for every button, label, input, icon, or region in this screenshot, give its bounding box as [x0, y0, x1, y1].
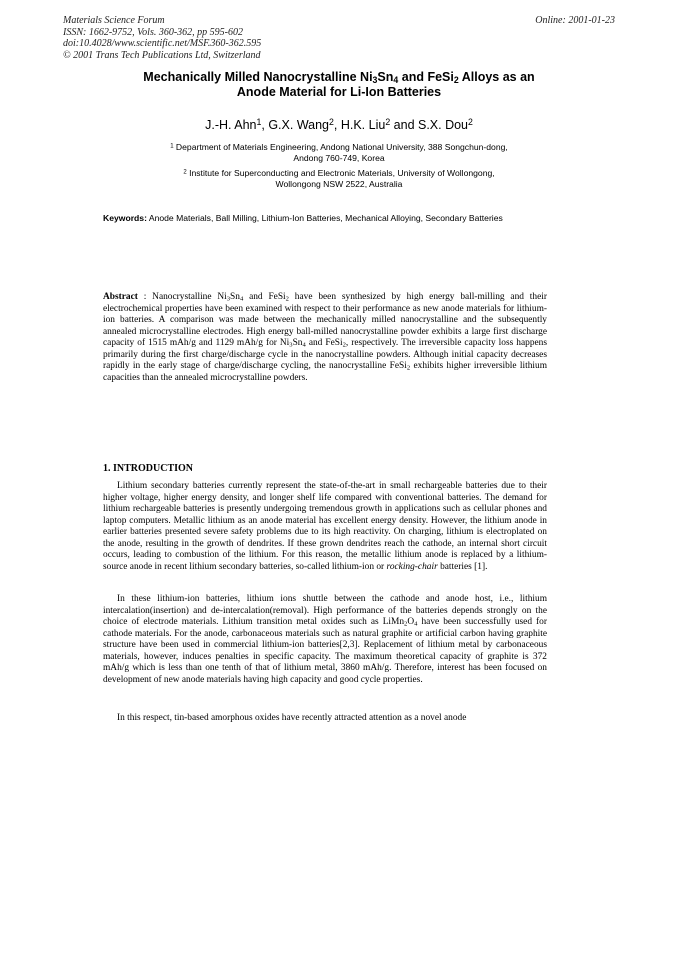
doi-line: doi:10.4028/www.scientific.net/MSF.360-362.595 [63, 38, 262, 49]
author-list: J.-H. Ahn$^1$, G.X. Wang$^2$, H.K. Liu$^2$ and S.X. Dou$^2$ [205, 117, 473, 132]
journal-name: Materials Science Forum [63, 15, 165, 26]
abstract: Abstract : Nanocrystalline $Ni_3Sn_4$ and FeSi$_2$ have been synthesized by high energy ball-milling and their electrochemical properties have been examined with respect to their performance as new anode materials for lithium-ion batteries. A comparison was made between the mechanically milled nanocrystalline and the subsequently annealed microcrystalline electrodes. High energy ball-milled nanocrystalline powder exhibits a large first discharge capacity of 1515 mAh/g and 1129 mAh/g for $Ni_3Sn_4$ and FeSi$_2$, respectively. The irreversible capacity loss happens primarily during the first charge/discharge cycle in the nanocrystalline powders. Although initial capacity decreases rapidly in the early stage of charge/discharge cycling, the nanocrystalline FeSi$_2$ exhibits higher irreversible lithium capacities than the annealed microcrystalline powders. [103, 292, 548, 383]
keywords-text: Anode Materials, Ball Milling, Lithium-Ion Batteries, Mechanical Alloying, Secondary Batteries [146, 213, 503, 223]
section-heading-introduction: 1. INTRODUCTION [103, 463, 194, 474]
intro-paragraph-1: Lithium secondary batteries currently represent the state-of-the-art in small rechargeable batteries due to their higher voltage, higher energy density, and longer shelf life compared with conventional batteries. The demand for lithium rechargeable batteries is presently undergoing tremendous growth in applications such as cellular phones and laptop computers. Metallic lithium as an anode material has excellent energy density. However, the lithium anode in earlier batteries presented severe safety problems due to its high reactivity. On charging, lithium is electroplated on the anode, resulting in the growth of dendrites. If these grown dendrites reach the cathode, an internal short circuit occurs, leading to combustion of the lithium. For this reason, the metallic lithium anode is replaced by a lithium-source anode in recent lithium secondary batteries, so-called lithium-ion or rocking-chair batteries [1]. [103, 481, 547, 572]
intro-paragraph-2: In these lithium-ion batteries, lithium ions shuttle between the cathode and anode host, i.e., lithium intercalation(insertion) and de-intercalation(removal). High performance of the batteries depends strongly on the choice of electrode materials. Lithium transition metal oxides such as $LiMn_2O_4$ have been successfully used for cathode materials. For the anode, carbonaceous materials such as natural graphite or artificial carbon having graphite structure have been used in commercial lithium-ion batteries[2,3]. Replacement of lithium metal by carbonaceous materials, however, induces penalties in specific capacity. The maximum theoretical capacity of graphite is 372 mAh/g which is less than one tenth of that of lithium metal, 3860 mAh/g. Therefore, interest has been focused on development of new anode materials having high capacity and good cycle properties. [103, 594, 547, 685]
affiliation-1: $^1$ Department of Materials Engineering, Andong National University, 388 Songchun-dong, Andong 760-749, Korea [170, 142, 508, 163]
paper-title: Mechanically Milled Nanocrystalline $Ni_3Sn_4$ and FeSi$_2$ Alloys as an Anode Material for Li-Ion Batteries [143, 70, 535, 99]
abstract-label: Abstract [103, 292, 138, 302]
copyright-line: © 2001 Trans Tech Publications Ltd, Switzerland [63, 49, 261, 61]
online-date: Online: 2001-01-23 [535, 15, 615, 26]
affiliation-2: $^2$ Institute for Superconducting and Electronic Materials, University of Wollongong, Wollongong NSW 2522, Australia [183, 168, 495, 189]
keywords [103, 213, 573, 224]
keywords-label: Keywords: [103, 213, 147, 223]
issn-line: ISSN: 1662-9752, Vols. 360-362, pp 595-602 [63, 26, 243, 38]
journal-header [63, 15, 261, 61]
intro-paragraph-3: In this respect, tin-based amorphous oxides have recently attracted attention as a novel anode [117, 713, 467, 723]
